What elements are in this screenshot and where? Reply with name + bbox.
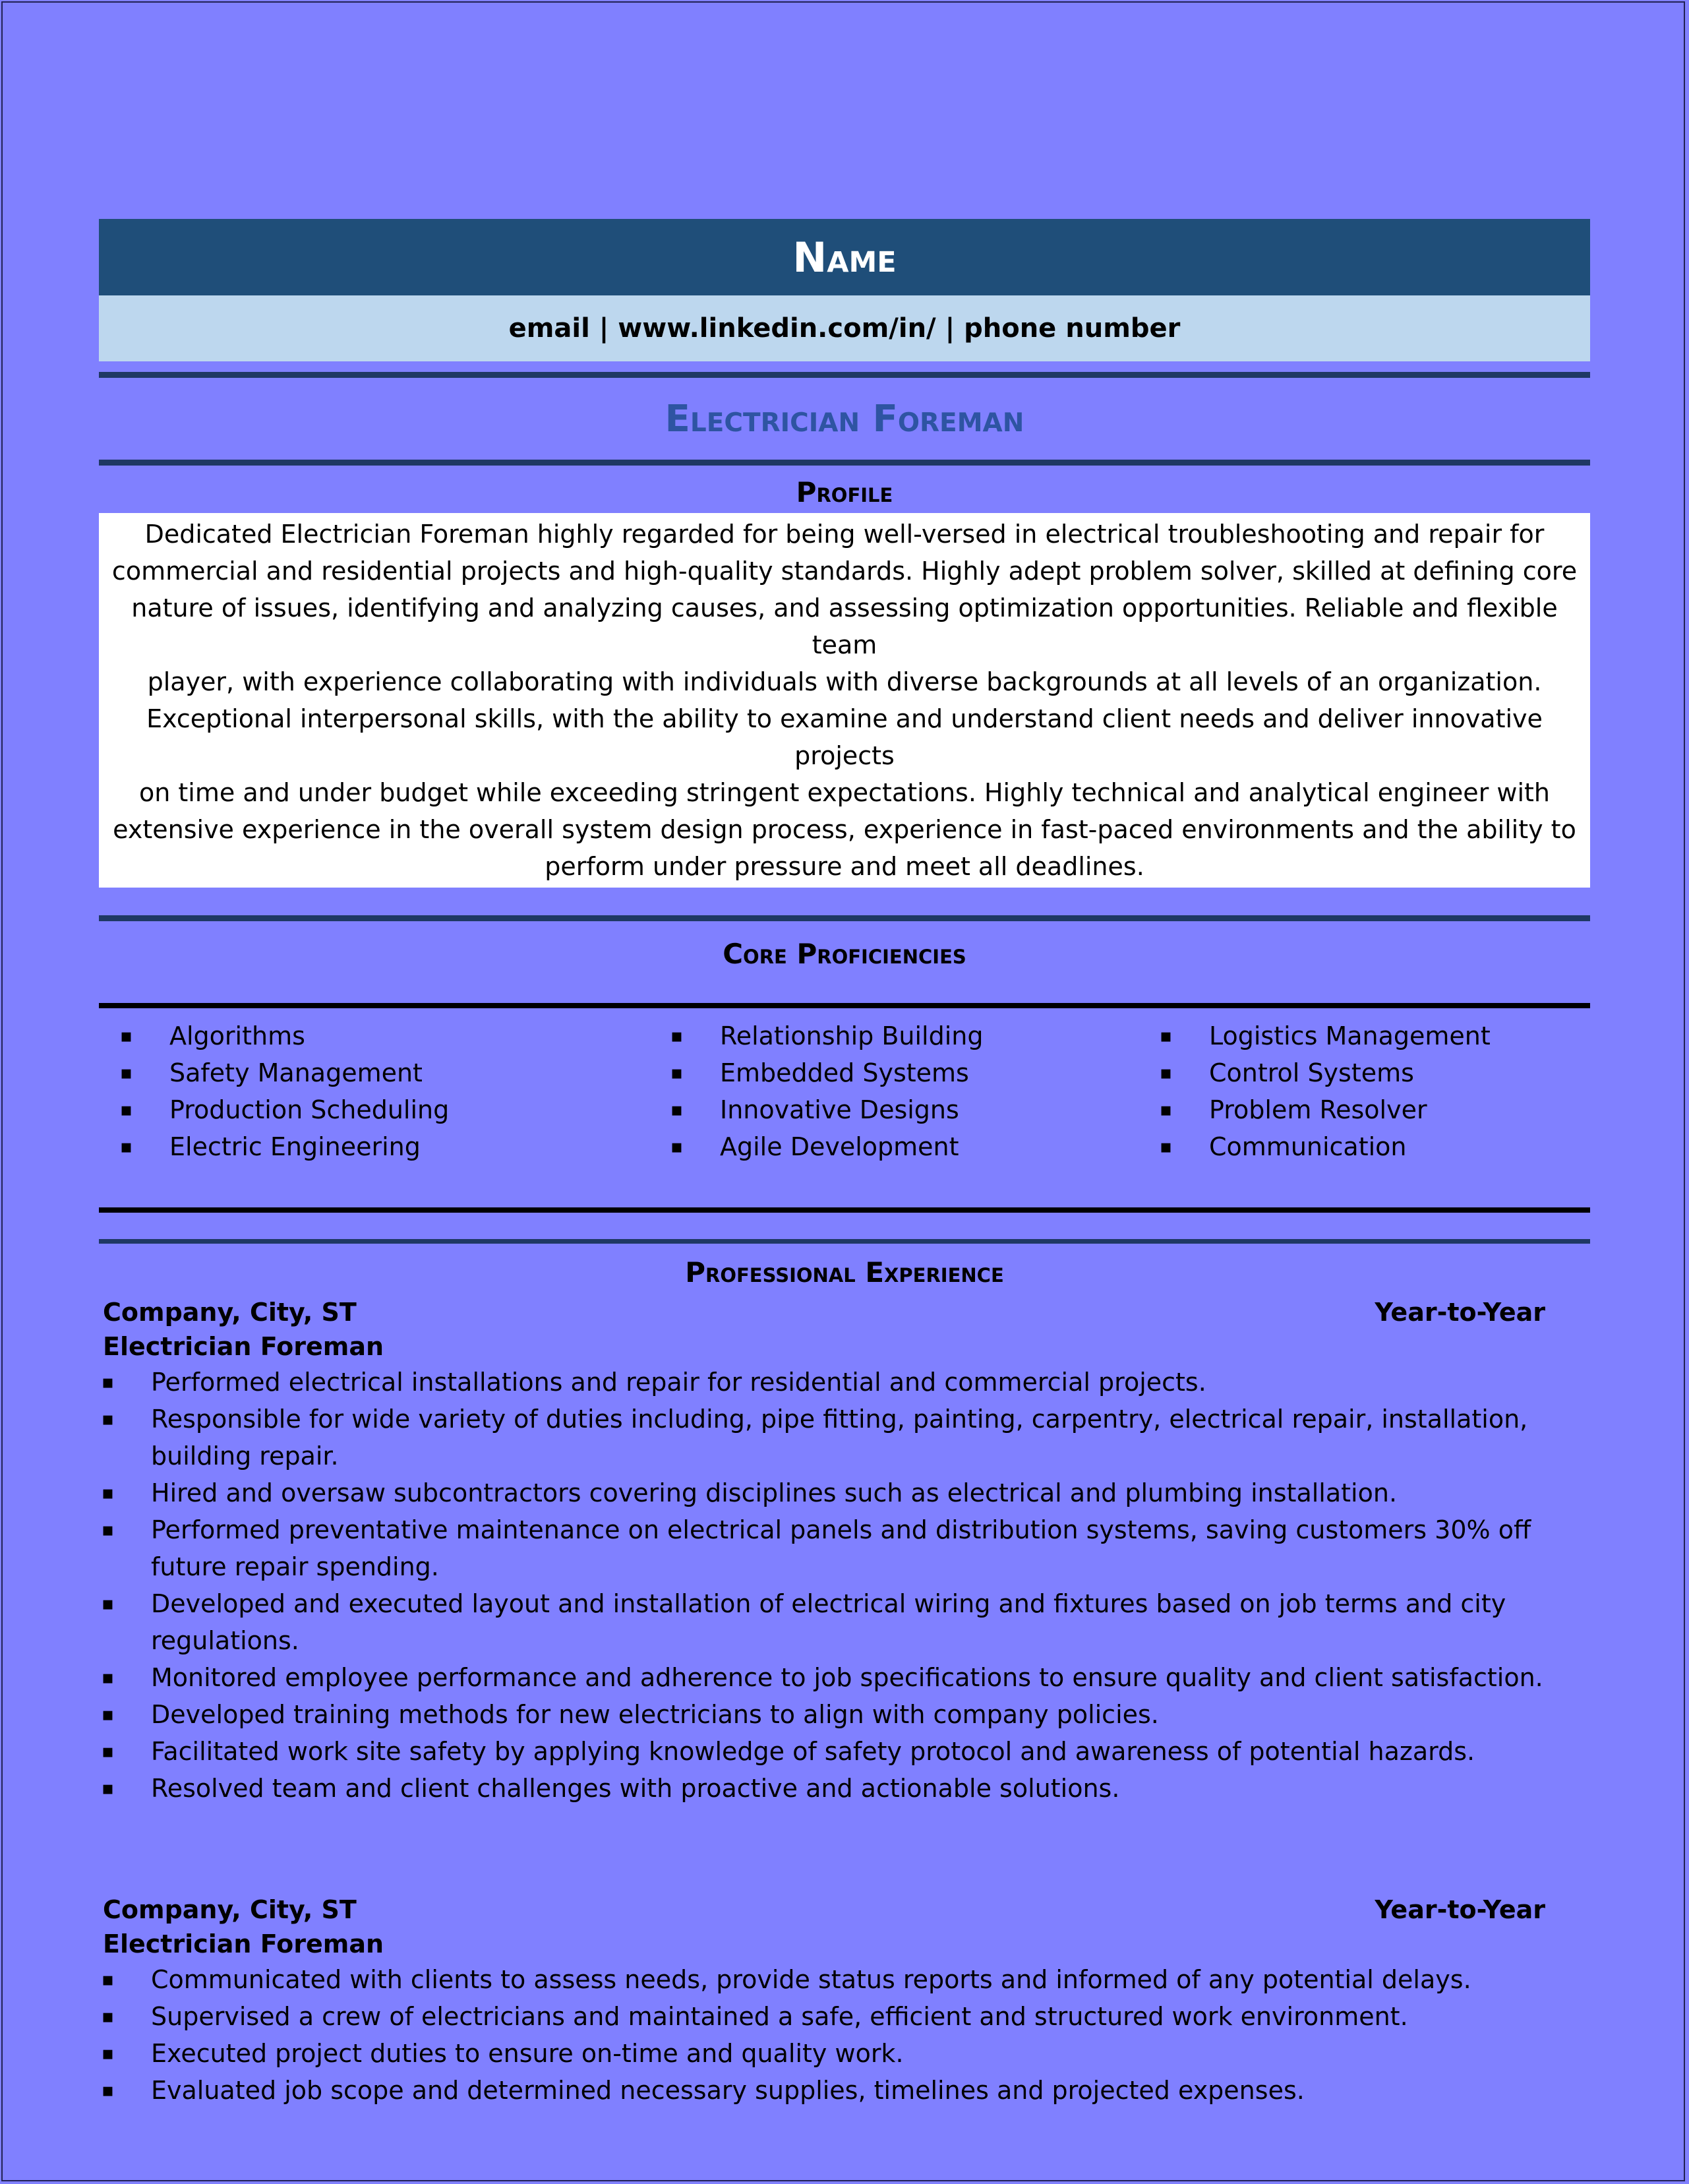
duty-item: ▪ Performed electrical installations and repair for residential and commercial projects. (99, 1364, 1590, 1401)
duty-item: ▪ Hired and oversaw subcontractors covering disciplines such as electrical and plumbing installation. (99, 1474, 1590, 1511)
bullet-icon: ▪ (102, 1666, 114, 1688)
profile-line: on time and under budget while exceeding stringent expectations. Highly technical and analytical engineer with (138, 778, 1551, 807)
divider (99, 372, 1590, 378)
duty-item: ▪ Responsible for wide variety of duties including, pipe fitting, painting, carpentry, electrical repair, installation, building repair. (99, 1401, 1590, 1474)
proficiency-item: ▪ Electric Engineering (99, 1128, 649, 1165)
job-dates: Year-to-Year (1375, 1895, 1545, 1924)
duty-item: ▪ Supervised a crew of electricians and maintained a safe, efficient and structured work environment. (99, 1998, 1590, 2035)
profile-summary (99, 513, 1590, 888)
duty-item: ▪ Monitored employee performance and adherence to job specifications to ensure quality and client satisfaction. (99, 1659, 1590, 1696)
bullet-icon: ▪ (120, 1099, 133, 1120)
company-name: Company, City, ST (103, 1298, 357, 1327)
profile-line: extensive experience in the overall system design process, experience in fast-paced environments and the ability to (113, 815, 1576, 844)
job-entry (99, 1893, 1590, 2109)
duty-item: ▪ Facilitated work site safety by applying knowledge of safety protocol and awareness of potential hazards. (99, 1733, 1590, 1770)
job-role: Electrician Foreman (103, 1929, 384, 1958)
proficiency-item: ▪ Agile Development (649, 1128, 1139, 1165)
divider (99, 1207, 1590, 1213)
bullet-icon: ▪ (102, 1740, 114, 1762)
bullet-icon: ▪ (670, 1062, 683, 1083)
duty-item: ▪ Developed and executed layout and installation of electrical wiring and fixtures based on job terms and city regulations. (99, 1585, 1590, 1659)
profile-heading: Profile (796, 476, 893, 508)
bullet-icon: ▪ (670, 1099, 683, 1120)
bullet-icon: ▪ (120, 1025, 133, 1046)
duty-item: ▪ Communicated with clients to assess needs, provide status reports and informed of any potential delays. (99, 1961, 1590, 1998)
bullet-icon: ▪ (102, 2042, 114, 2064)
bullet-icon: ▪ (1160, 1099, 1172, 1120)
duty-list (99, 1961, 1590, 2109)
duty-item: ▪ Resolved team and client challenges with proactive and actionable solutions. (99, 1770, 1590, 1807)
job-dates: Year-to-Year (1375, 1298, 1545, 1327)
job-header (99, 1295, 1590, 1329)
divider (99, 460, 1590, 466)
bullet-icon: ▪ (102, 1408, 114, 1430)
bullet-icon: ▪ (1160, 1136, 1172, 1157)
bullet-icon: ▪ (102, 2005, 114, 2027)
profile-line: player, with experience collaborating with individuals with diverse backgrounds at all levels of an organization. (147, 667, 1542, 696)
bullet-icon: ▪ (102, 1592, 114, 1614)
bullet-icon: ▪ (1160, 1025, 1172, 1046)
bullet-icon: ▪ (120, 1136, 133, 1157)
bullet-icon: ▪ (102, 1777, 114, 1799)
profile-line: Dedicated Electrician Foreman highly regarded for being well-versed in electrical troubleshooting and repair for (144, 520, 1545, 549)
bullet-icon: ▪ (102, 1482, 114, 1503)
proficiency-column (649, 1017, 1139, 1165)
proficiency-item: ▪ Safety Management (99, 1054, 649, 1091)
proficiency-item: ▪ Production Scheduling (99, 1091, 649, 1128)
duty-item: ▪ Developed training methods for new electricians to align with company policies. (99, 1696, 1590, 1733)
job-title: Electrician Foreman (665, 397, 1024, 440)
proficiency-item: ▪ Control Systems (1139, 1054, 1491, 1091)
proficiency-item: ▪ Logistics Management (1139, 1017, 1491, 1054)
company-name: Company, City, ST (103, 1895, 357, 1924)
proficiency-item: ▪ Algorithms (99, 1017, 649, 1054)
proficiency-column (99, 1017, 649, 1165)
proficiency-item: ▪ Innovative Designs (649, 1091, 1139, 1128)
divider (99, 1239, 1590, 1244)
duty-item: ▪ Executed project duties to ensure on-time and quality work. (99, 2035, 1590, 2072)
resume-page (99, 219, 1590, 2109)
contact-line: email | www.linkedin.com/in/ | phone number (99, 295, 1590, 361)
job-header (99, 1893, 1590, 1927)
bullet-icon: ▪ (102, 2079, 114, 2101)
profile-line: Exceptional interpersonal skills, with the ability to examine and understand client needs and deliver innovative projects (146, 704, 1543, 770)
bullet-icon: ▪ (102, 1968, 114, 1990)
profile-line: perform under pressure and meet all deadlines. (545, 852, 1144, 881)
duty-list (99, 1364, 1590, 1807)
divider (99, 915, 1590, 921)
job-entry (99, 1295, 1590, 1807)
proficiencies-grid (99, 1008, 1590, 1174)
experience-heading: Professional Experience (685, 1256, 1004, 1289)
bullet-icon: ▪ (1160, 1062, 1172, 1083)
bullet-icon: ▪ (670, 1025, 683, 1046)
divider (99, 1003, 1590, 1008)
bullet-icon: ▪ (102, 1703, 114, 1725)
proficiency-item: ▪ Relationship Building (649, 1017, 1139, 1054)
bullet-icon: ▪ (670, 1136, 683, 1157)
job-role: Electrician Foreman (103, 1332, 384, 1361)
proficiency-item: ▪ Embedded Systems (649, 1054, 1139, 1091)
proficiency-item: ▪ Problem Resolver (1139, 1091, 1491, 1128)
profile-line: commercial and residential projects and high-quality standards. Highly adept problem solver, skilled at defining core (111, 557, 1578, 586)
bullet-icon: ▪ (102, 1371, 114, 1393)
duty-item: ▪ Performed preventative maintenance on electrical panels and distribution systems, saving customers 30% off future repair spending. (99, 1511, 1590, 1585)
duty-item: ▪ Evaluated job scope and determined necessary supplies, timelines and projected expenses. (99, 2072, 1590, 2109)
profile-line: nature of issues, identifying and analyzing causes, and assessing optimization opportunities. Reliable and flexible team (131, 593, 1558, 659)
proficiencies-heading: Core Proficiencies (723, 938, 966, 970)
proficiency-column (1139, 1017, 1491, 1165)
name-header: Name (99, 219, 1590, 295)
proficiency-item: ▪ Communication (1139, 1128, 1491, 1165)
bullet-icon: ▪ (102, 1519, 114, 1540)
bullet-icon: ▪ (120, 1062, 133, 1083)
